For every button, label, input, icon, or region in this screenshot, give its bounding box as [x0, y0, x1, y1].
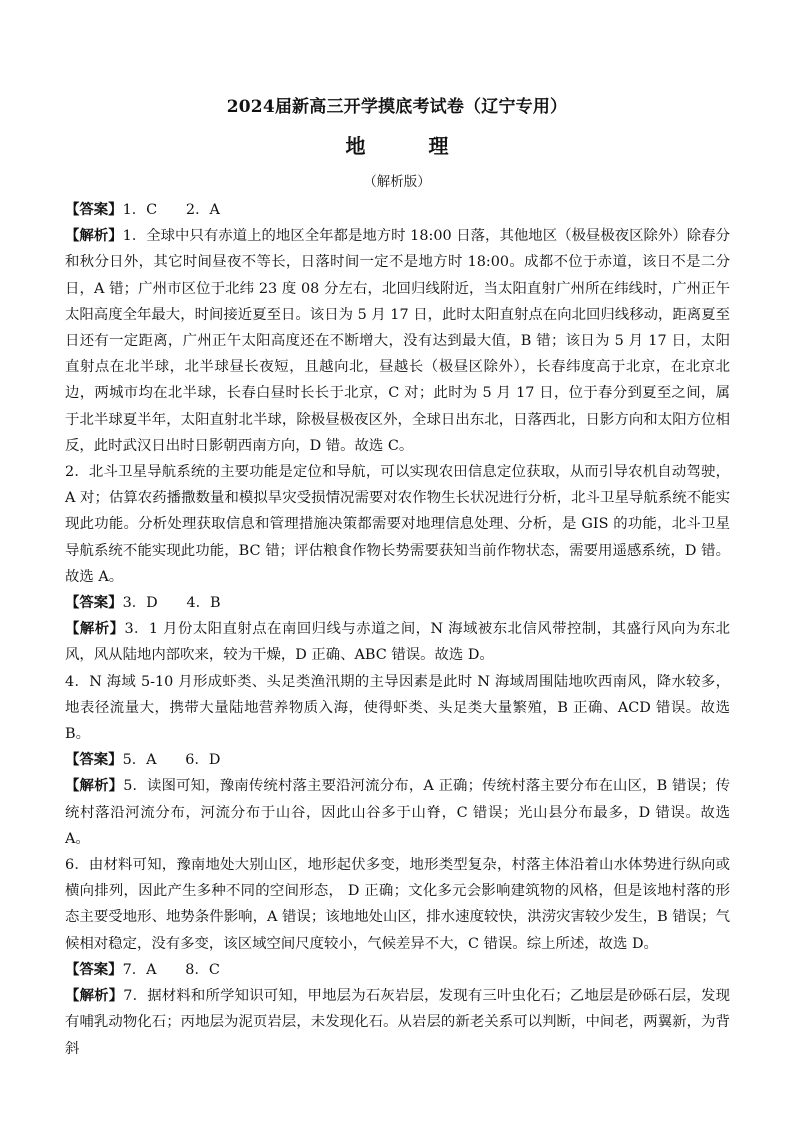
answer-line: [65, 590, 730, 616]
analysis-paragraph: [65, 616, 730, 668]
analysis-text: 5．读图可知，豫南传统村落主要沿河流分布，A 正确；传统村落主要分布在山区，B 错误；传统村落沿河流分布，河流分布于山谷，因此山谷多于山脊，C 错误；光山县分布最多，D 错误。故选 A。: [65, 778, 730, 847]
answer-line: [65, 197, 730, 223]
answer-text: 1．C 2．A: [122, 202, 220, 218]
analysis-tag: 【解析】: [65, 778, 124, 795]
analysis-paragraph: 4．N 海域 5-10 月形成虾类、头足类渔汛期的主导因素是此时 N 海域周围陆地吹西南风，降水较多，地表径流量大，携带大量陆地营养物质入海，使得虾类、头足类大量繁殖，B 正确、ACD 错误。故选 B。: [65, 673, 730, 743]
analysis-text: 1．全球中只有赤道上的地区全年都是地方时 18:00 日落，其他地区（极昼极夜区除外）除春分和秋分日外，其它时间昼夜不等长，日落时间一定不是地方时 18:00。成都不位于赤道，该日不是二分日，A 错；广州市区位于北纬 23 度 08 分左右，北回归线附近，当太阳直射广州所在纬线时，广州正午太阳高度全年最大，时间接近夏至日。该日为 5 月 17 日，此时太阳直射点在向北回归线移动，距离夏至日还有一定距离，广州正午太阳高度还在不断增大，没有达到最大值，B 错；该日为 5 月 17 日，太阳直射点在北半球，北半球昼长夜短，且越向北，昼越长（极昼区除外），长春纬度高于北京，在北京北边，两城市均在北半球，长春白昼时长长于北京，C 对；此时为 5 月 17 日，位于春分到夏至之间，属于北半球夏半年，太阳直射北半球，除极昼极夜区外，全球日出东北，日落西北，日影方向和太阳方位相反，此时武汉日出时日影朝西南方向，D 错。故选 C。: [65, 228, 730, 454]
answer-line: [65, 957, 730, 983]
analysis-paragraph: [65, 983, 730, 1062]
answer-text: 3．D 4．B: [122, 595, 221, 612]
exam-title: 2024届新高三开学摸底考试卷（辽宁专用）: [226, 97, 568, 117]
answer-tag: 【答案】: [65, 595, 123, 612]
answer-line: [65, 747, 730, 773]
answer-text: 7．A 8．C: [122, 961, 220, 978]
analysis-tag: 【解析】: [65, 988, 124, 1005]
analysis-paragraph: [65, 223, 730, 459]
answer-tag: 【答案】: [65, 961, 123, 978]
subject-char-1: 地: [345, 134, 366, 158]
subject-char-2: 理: [428, 134, 449, 158]
analysis-text: 3．1 月份太阳直射点在南回归线与赤道之间，N 海域被东北信风带控制，其盛行风向为东北风，风从陆地内部吹来，较为干燥，D 正确、ABC 错误。故选 D。: [65, 621, 730, 664]
answer-tag: 【答案】: [65, 752, 123, 769]
subject-heading: [0, 130, 794, 159]
analysis-tag: 【解析】: [65, 621, 125, 638]
analysis-text: 7．据材料和所学知识可知，甲地层为石灰岩层，发现有三叶虫化石；乙地层是砂砾石层，发现有哺乳动物化石；丙地层为泥页岩层，未发现化石。从岩层的新老关系可以判断，中间老，两翼新，为背斜: [65, 988, 730, 1057]
analysis-paragraph: 6．由材料可知，豫南地处大别山区，地形起伏多变，地形类型复杂，村落主体沿着山水体势进行纵向或横向排列，因此产生多种不同的空间形态， D 正确；文化多元会影响建筑物的风格，但是该地村落的形态主要受地形、地势条件影响，A 错误；该地地处山区，排水速度较快，洪涝灾害较少发生，B 错误；气候相对稳定，没有多变，该区域空间尺度较小，气候差异不大，C 错误。综上所述，故选 D。: [65, 857, 730, 952]
analysis-tag: 【解析】: [65, 228, 123, 245]
answer-text: 5．A 6．D: [122, 752, 221, 769]
answer-content: [65, 197, 730, 1062]
edition-label: （解析版）: [363, 174, 431, 190]
analysis-paragraph: [65, 773, 730, 852]
analysis-paragraph: 2．北斗卫星导航系统的主要功能是定位和导航，可以实现农田信息定位获取，从而引导农机自动驾驶，A 对；估算农药播撒数量和模拟旱灾受损情况需要对农作物生长状况进行分析，北斗卫星导航系统不能实现此功能。分析处理获取信息和管理措施决策都需要对地理信息处理、分析，是 GIS 的功能，北斗卫星导航系统不能实现此功能，BC 错；评估粮食作物长势需要获知当前作物状态，需要用遥感系统，D 错。故选 A。: [65, 464, 730, 585]
answer-tag: 【答案】: [65, 202, 123, 218]
